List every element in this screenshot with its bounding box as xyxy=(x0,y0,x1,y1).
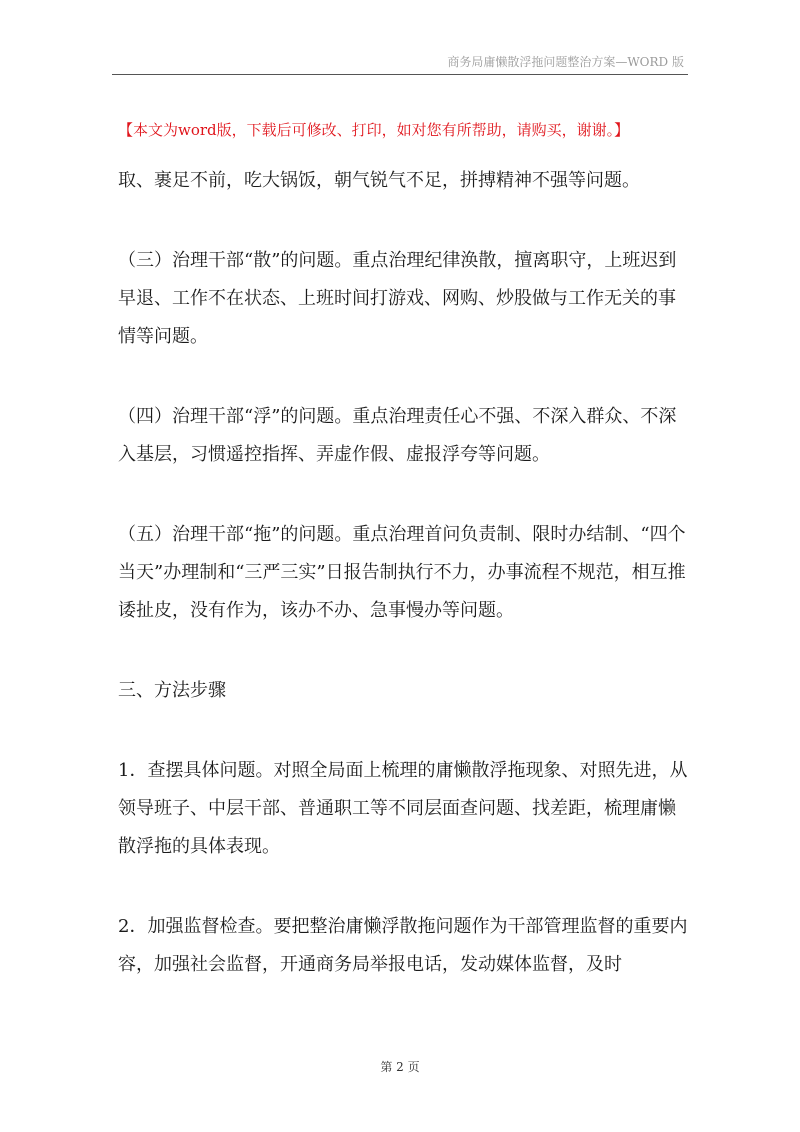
paragraph-section-4: （四）治理干部“浮”的问题。重点治理责任心不强、不深入群众、不深入基层，习惯遥控指挥、弄虚作假、虚报浮夸等问题。 xyxy=(118,406,677,465)
paragraph-section-5: （五）治理干部“拖”的问题。重点治理首问负责制、限时办结制、“四个当天”办理制和“三严三实”日报告制执行不力，办事流程不规范，相互推诿扯皮，没有作为，该办不办、急事慢办等问题。 xyxy=(118,524,686,621)
download-notice: 【本文为word版，下载后可修改、打印，如对您有所帮助，请购买，谢谢。】 xyxy=(118,121,630,139)
paragraph-step-2: 2．加强监督检查。要把整治庸懒浮散拖问题作为干部管理监督的重要内容，加强社会监督，开通商务局举报电话，发动媒体监督，及时 xyxy=(118,916,688,975)
header-divider xyxy=(112,74,688,75)
page-number: 第 2 页 xyxy=(380,1060,420,1074)
section-heading-methods: 三、方法步骤 xyxy=(118,680,226,701)
paragraph-continuation: 取、裹足不前，吃大锅饭，朝气锐气不足，拼搏精神不强等问题。 xyxy=(118,170,640,191)
paragraph-section-3: （三）治理干部“散”的问题。重点治理纪律涣散，擅离职守，上班迟到早退、工作不在状态、上班时间打游戏、网购、炒股做与工作无关的事情等问题。 xyxy=(118,250,677,347)
paragraph-step-1: 1．查摆具体问题。对照全局面上梳理的庸懒散浮拖现象、对照先进，从领导班子、中层干部、普通职工等不同层面查问题、找差距，梳理庸懒散浮拖的具体表现。 xyxy=(118,760,688,857)
document-body xyxy=(118,162,688,984)
running-header: 商务局庸懒散浮拖问题整治方案—WORD 版 xyxy=(447,55,684,69)
